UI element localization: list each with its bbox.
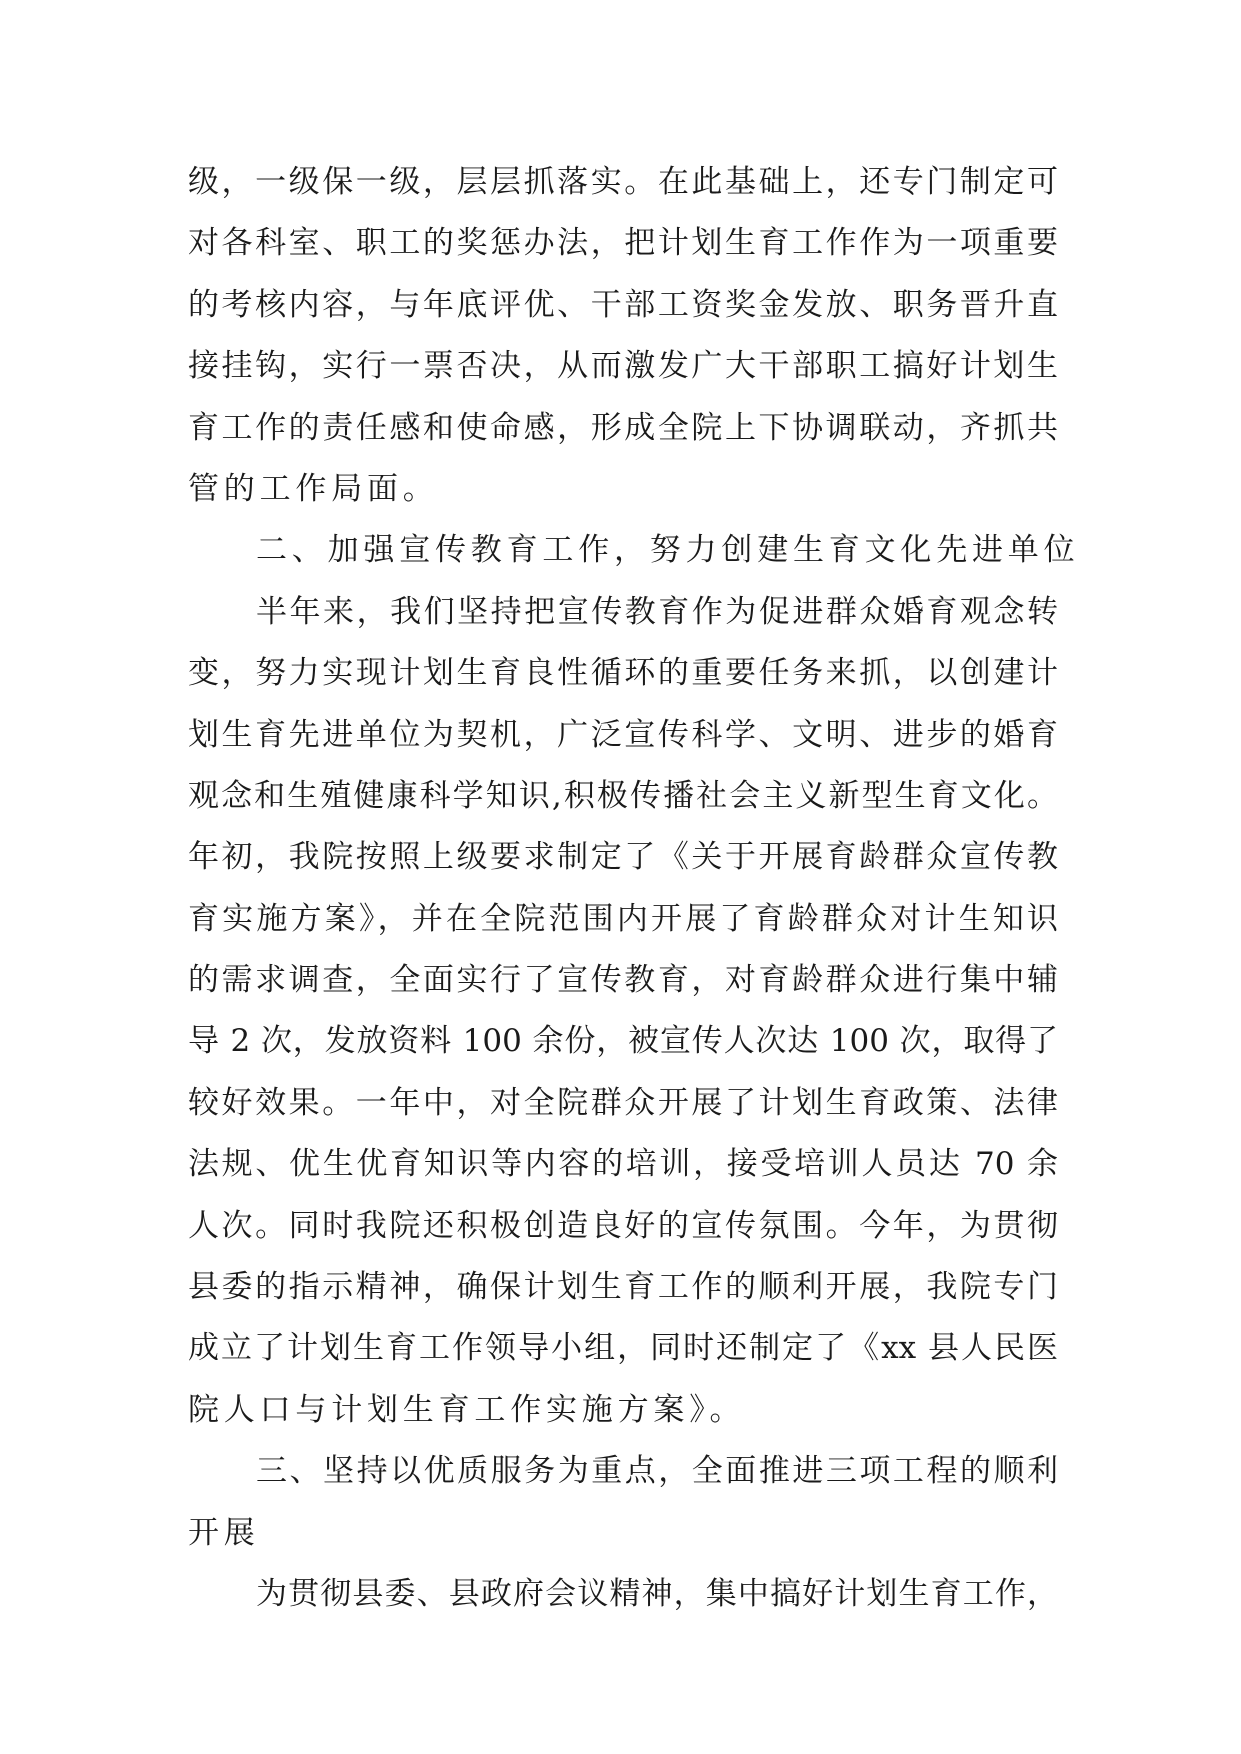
- text-line: 的考核内容，与年底评优、干部工资奖金发放、职务晋升直: [188, 286, 1058, 323]
- text-line: 法规、优生优育知识等内容的培训，接受培训人员达 70 余: [188, 1146, 1058, 1183]
- text-line: 人次。同时我院还积极创造良好的宣传氛围。今年，为贯彻: [188, 1207, 1058, 1244]
- text-line: 变，努力实现计划生育良性循环的重要任务来抓，以创建计: [188, 655, 1058, 692]
- text-line: 管的工作局面。: [188, 470, 439, 507]
- text-line: 院人口与计划生育工作实施方案》。: [188, 1391, 746, 1428]
- document-body: [188, 152, 1080, 1625]
- paragraph-first-line: 为贯彻县委、县政府会议精神，集中搞好计划生育工作，: [256, 1575, 1058, 1612]
- text-line: 对各科室、职工的奖惩办法，把计划生育工作作为一项重要: [188, 225, 1058, 262]
- text-line: 观念和生殖健康科学知识,积极传播社会主义新型生育文化。: [188, 777, 1058, 814]
- section-heading-continued: 开展: [188, 1514, 260, 1551]
- section-heading: 三、坚持以优质服务为重点，全面推进三项工程的顺利: [256, 1453, 1058, 1490]
- text-line: 接挂钩，实行一票否决，从而激发广大干部职工搞好计划生: [188, 348, 1058, 385]
- text-line: 成立了计划生育工作领导小组，同时还制定了《xx 县人民医: [188, 1330, 1058, 1367]
- text-line: 育工作的责任感和使命感，形成全院上下协调联动，齐抓共: [188, 409, 1058, 446]
- text-line: 划生育先进单位为契机，广泛宣传科学、文明、进步的婚育: [188, 716, 1058, 753]
- paragraph-first-line: 半年来，我们坚持把宣传教育作为促进群众婚育观念转: [256, 593, 1058, 630]
- text-line: 的需求调查，全面实行了宣传教育，对育龄群众进行集中辅: [188, 962, 1058, 999]
- text-line: 育实施方案》，并在全院范围内开展了育龄群众对计生知识: [188, 900, 1058, 937]
- text-line: 年初，我院按照上级要求制定了《关于开展育龄群众宣传教: [188, 839, 1058, 876]
- text-line: 级，一级保一级，层层抓落实。在此基础上，还专门制定可: [188, 164, 1058, 200]
- text-line: 导 2 次，发放资料 100 余份，被宣传人次达 100 次，取得了: [188, 1023, 1058, 1060]
- text-line: 县委的指示精神，确保计划生育工作的顺利开展，我院专门: [188, 1269, 1058, 1306]
- text-line: 较好效果。一年中，对全院群众开展了计划生育政策、法律: [188, 1084, 1058, 1121]
- section-heading: 二、加强宣传教育工作，努力创建生育文化先进单位: [256, 532, 1080, 569]
